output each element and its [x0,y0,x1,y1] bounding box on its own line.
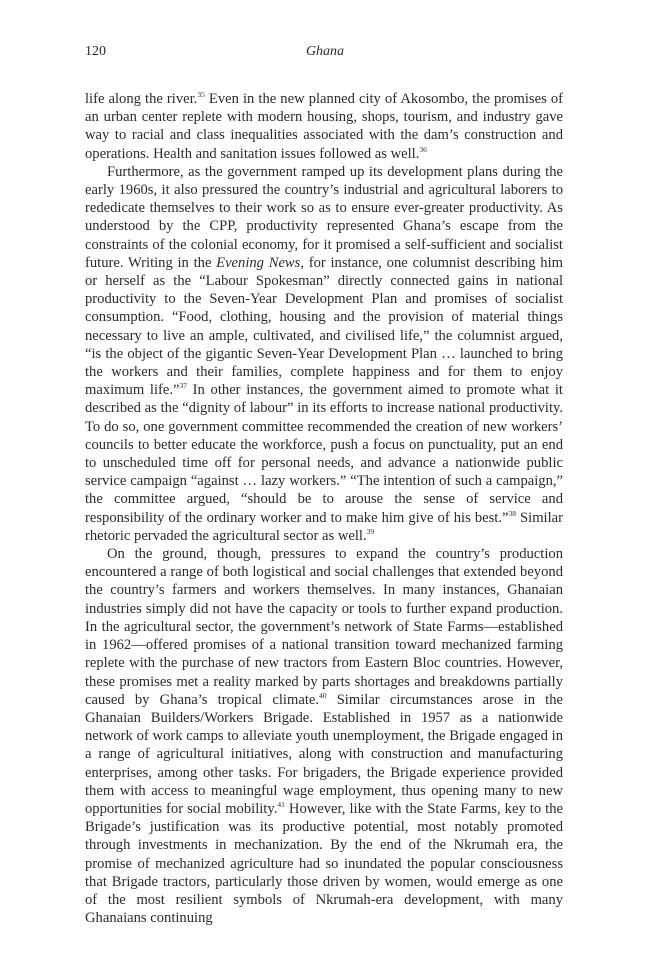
footnote-ref: 39 [366,526,375,536]
footnote-ref: 40 [319,690,327,700]
footnote-ref: 37 [179,381,187,391]
text-run: In other instances, the government aimed to promote what it described as the “dignity of labour” in its efforts to increase national productivity. To do so, one government committee recommended the creation of new workers’ councils to better educate the workforce, push a focus on punctuality, put an end to unscheduled time off for personal needs, and advance a nationwide public service campaign “against … lazy workers.” “The intention of such a campaign,” the committee argued, “should be to arouse the sense of service and responsibility of the ordinary worker and to make him give of his best.” [85,382,563,526]
text-run: Furthermore, as the government ramped up its development plans during the early 1960s, it also pressured the country’s industrial and agricultural laborers to rededicate themselves to their work so as to ensure ever-greater productivity. As understood by the CPP, productivity represented Ghana’s escape from the constraints of the colonial economy, for it promised a self-sufficient and socialist future. Writing in the [85,163,563,271]
footnote-ref: 38 [508,508,516,518]
text-run: life along the river. [85,91,198,107]
text-run: Similar rhetoric pervaded the agricultural sector as well. [85,509,563,544]
text-run: However, like with the State Farms, key to the Brigade’s justification was its productive potential, most notably promoted through investments in mechanization. By the end of the Nkrumah era, the promise of mechanized agriculture had so inundated the popular consciousness that Brigade tractors, particularly those driven by women, would emerge as one of the most resilient symbols of Nkrumah-era development, with many Ghanaians continuing [85,800,563,927]
running-title: Ghana [305,44,345,59]
page-number: 120 [85,44,106,59]
text-run: Even in the new planned city of Akosombo, the promises of an urban center replete with modern housing, shops, tourism, and industry gave way to racial and class inequalities associated with the dam’s construction and operations. Health and sanitation issues followed as well. [85,91,563,162]
paragraph [85,545,563,927]
body-text [85,90,563,927]
text-run: , for instance, one columnist describing him or herself as the “Labour Spokesman” directly connected gains in national productivity to the Seven-Year Development Plan and promises of socialist consumption. “Food, clothing, housing and the provision of material things necessary to live an ample, cultivated, and civilised life,” the columnist argued, “is the object of the gigantic Seven-Year Development Plan … launched to bring the workers and their families, complete happiness and for them to enjoy maximum life.” [85,254,564,399]
italic-text: Evening News [216,254,301,271]
text-run: Similar circumstances arose in the Ghanaian Builders/Workers Brigade. Established in 1957 as a nationwide network of work camps to alleviate youth unemployment, the Brigade engaged in a range of agricultural initiatives, along with construction and manufacturing enterprises, among other tasks. For brigaders, the Brigade experience provided them with access to meaningful wage employment, thus opening many to new opportunities for social mobility. [85,691,564,817]
footnote-ref: 36 [419,144,427,154]
footnote-ref: 35 [197,90,205,99]
page-header [85,44,565,64]
paragraph [85,163,563,545]
text-run: On the ground, though, pressures to expand the country’s production encountered a range of both logistical and social challenges that extended beyond the country’s farmers and workers themselves. In many instances, Ghanaian industries simply did not have the capacity or tools to further expand production. In the agricultural sector, the government’s network of State Farms—established in 1962—offered promises of a national transition toward mechanized farming replete with the purchase of new tractors from Eastern Bloc countries. However, these promises met a reality marked by parts shortages and breakdowns partially caused by Ghana’s tropical climate. [85,546,563,708]
footnote-ref: 41 [277,799,285,809]
paragraph [85,90,563,163]
